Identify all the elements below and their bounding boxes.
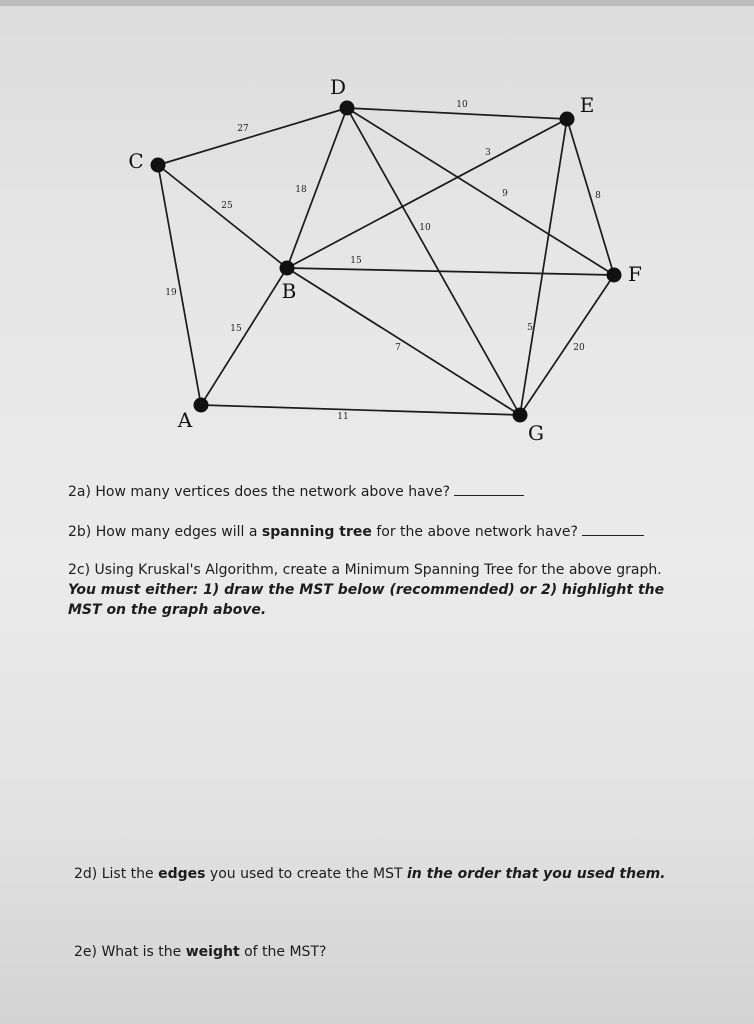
vertex-g	[513, 408, 528, 423]
edge-weight-d-e: 10	[456, 100, 468, 110]
edge-weight-c-a: 19	[165, 288, 177, 298]
edge-d-f	[347, 108, 614, 275]
question-2a-text: How many vertices does the network above have?	[95, 484, 451, 500]
question-2d-emphasis: in the order that you used them.	[407, 866, 666, 882]
weights-layer	[165, 100, 601, 422]
question-2a-label: 2a)	[68, 484, 91, 500]
answer-blank-2b[interactable]	[582, 523, 644, 536]
edge-weight-b-a: 15	[230, 324, 242, 334]
vertex-label-d: D	[329, 75, 347, 99]
edge-c-b	[158, 165, 287, 268]
question-2b-text-before: How many edges will a	[95, 524, 258, 540]
edge-weight-b-f: 15	[350, 256, 362, 266]
edge-c-d	[158, 108, 347, 165]
vertex-label-c: C	[128, 149, 144, 173]
question-2e-label: 2e)	[74, 944, 97, 960]
edge-weight-d-f: 9	[502, 189, 508, 199]
question-2e-text-before: What is the	[101, 944, 182, 960]
edge-weight-c-d: 27	[237, 124, 249, 134]
edge-e-g	[520, 119, 567, 415]
edge-weight-e-f: 8	[595, 191, 601, 201]
edge-c-a	[158, 165, 201, 405]
edge-weight-d-g: 10	[419, 223, 431, 233]
vertex-label-a: A	[177, 408, 193, 432]
edge-weight-e-g: 5	[527, 323, 533, 333]
vertex-label-e: E	[579, 93, 595, 117]
vertex-a	[194, 398, 209, 413]
question-2c-emphasis: You must either: 1) draw the MST below (recommended) or 2) highlight the MST on the graph above.	[68, 582, 665, 618]
vertex-f	[607, 268, 622, 283]
question-2e	[74, 942, 694, 962]
edge-f-g	[520, 275, 614, 415]
question-2b	[68, 522, 698, 542]
network-graph	[0, 0, 754, 460]
question-2b-text-after: for the above network have?	[376, 524, 578, 540]
question-2d-text-before: List the	[101, 866, 154, 882]
edge-weight-f-g: 20	[573, 343, 585, 353]
question-2c	[68, 560, 678, 620]
question-2e-text-after: of the MST?	[244, 944, 327, 960]
edge-b-e	[287, 119, 567, 268]
question-2e-bold: weight	[185, 944, 240, 960]
question-2d	[74, 864, 694, 884]
vertex-label-f: F	[628, 262, 642, 286]
vertex-e	[560, 112, 575, 127]
edge-weight-b-e: 3	[485, 148, 491, 158]
edge-b-g	[287, 268, 520, 415]
question-2c-label: 2c)	[68, 562, 91, 578]
edge-d-g	[347, 108, 520, 415]
edge-a-g	[201, 405, 520, 415]
answer-blank-2a[interactable]	[454, 483, 524, 496]
edge-b-f	[287, 268, 614, 275]
question-2d-text-middle: you used to create the MST	[209, 866, 403, 882]
edge-weight-a-g: 11	[337, 412, 349, 422]
vertex-label-b: B	[281, 279, 297, 303]
vertex-c	[151, 158, 166, 173]
edge-e-f	[567, 119, 614, 275]
question-2c-text: Using Kruskal's Algorithm, create a Minimum Spanning Tree for the above graph.	[94, 562, 662, 578]
question-2d-bold: edges	[158, 866, 206, 882]
question-2a	[68, 482, 688, 502]
question-2d-label: 2d)	[74, 866, 98, 882]
question-2b-label: 2b)	[68, 524, 92, 540]
edges-layer	[158, 108, 614, 415]
vertex-label-g: G	[528, 421, 544, 445]
vertex-d	[340, 101, 355, 116]
edge-weight-c-b: 25	[221, 201, 233, 211]
edge-weight-b-g: 7	[395, 343, 401, 353]
question-2b-bold: spanning tree	[261, 524, 372, 540]
vertex-b	[280, 261, 295, 276]
edge-weight-d-b: 18	[295, 185, 307, 195]
edge-b-a	[201, 268, 287, 405]
